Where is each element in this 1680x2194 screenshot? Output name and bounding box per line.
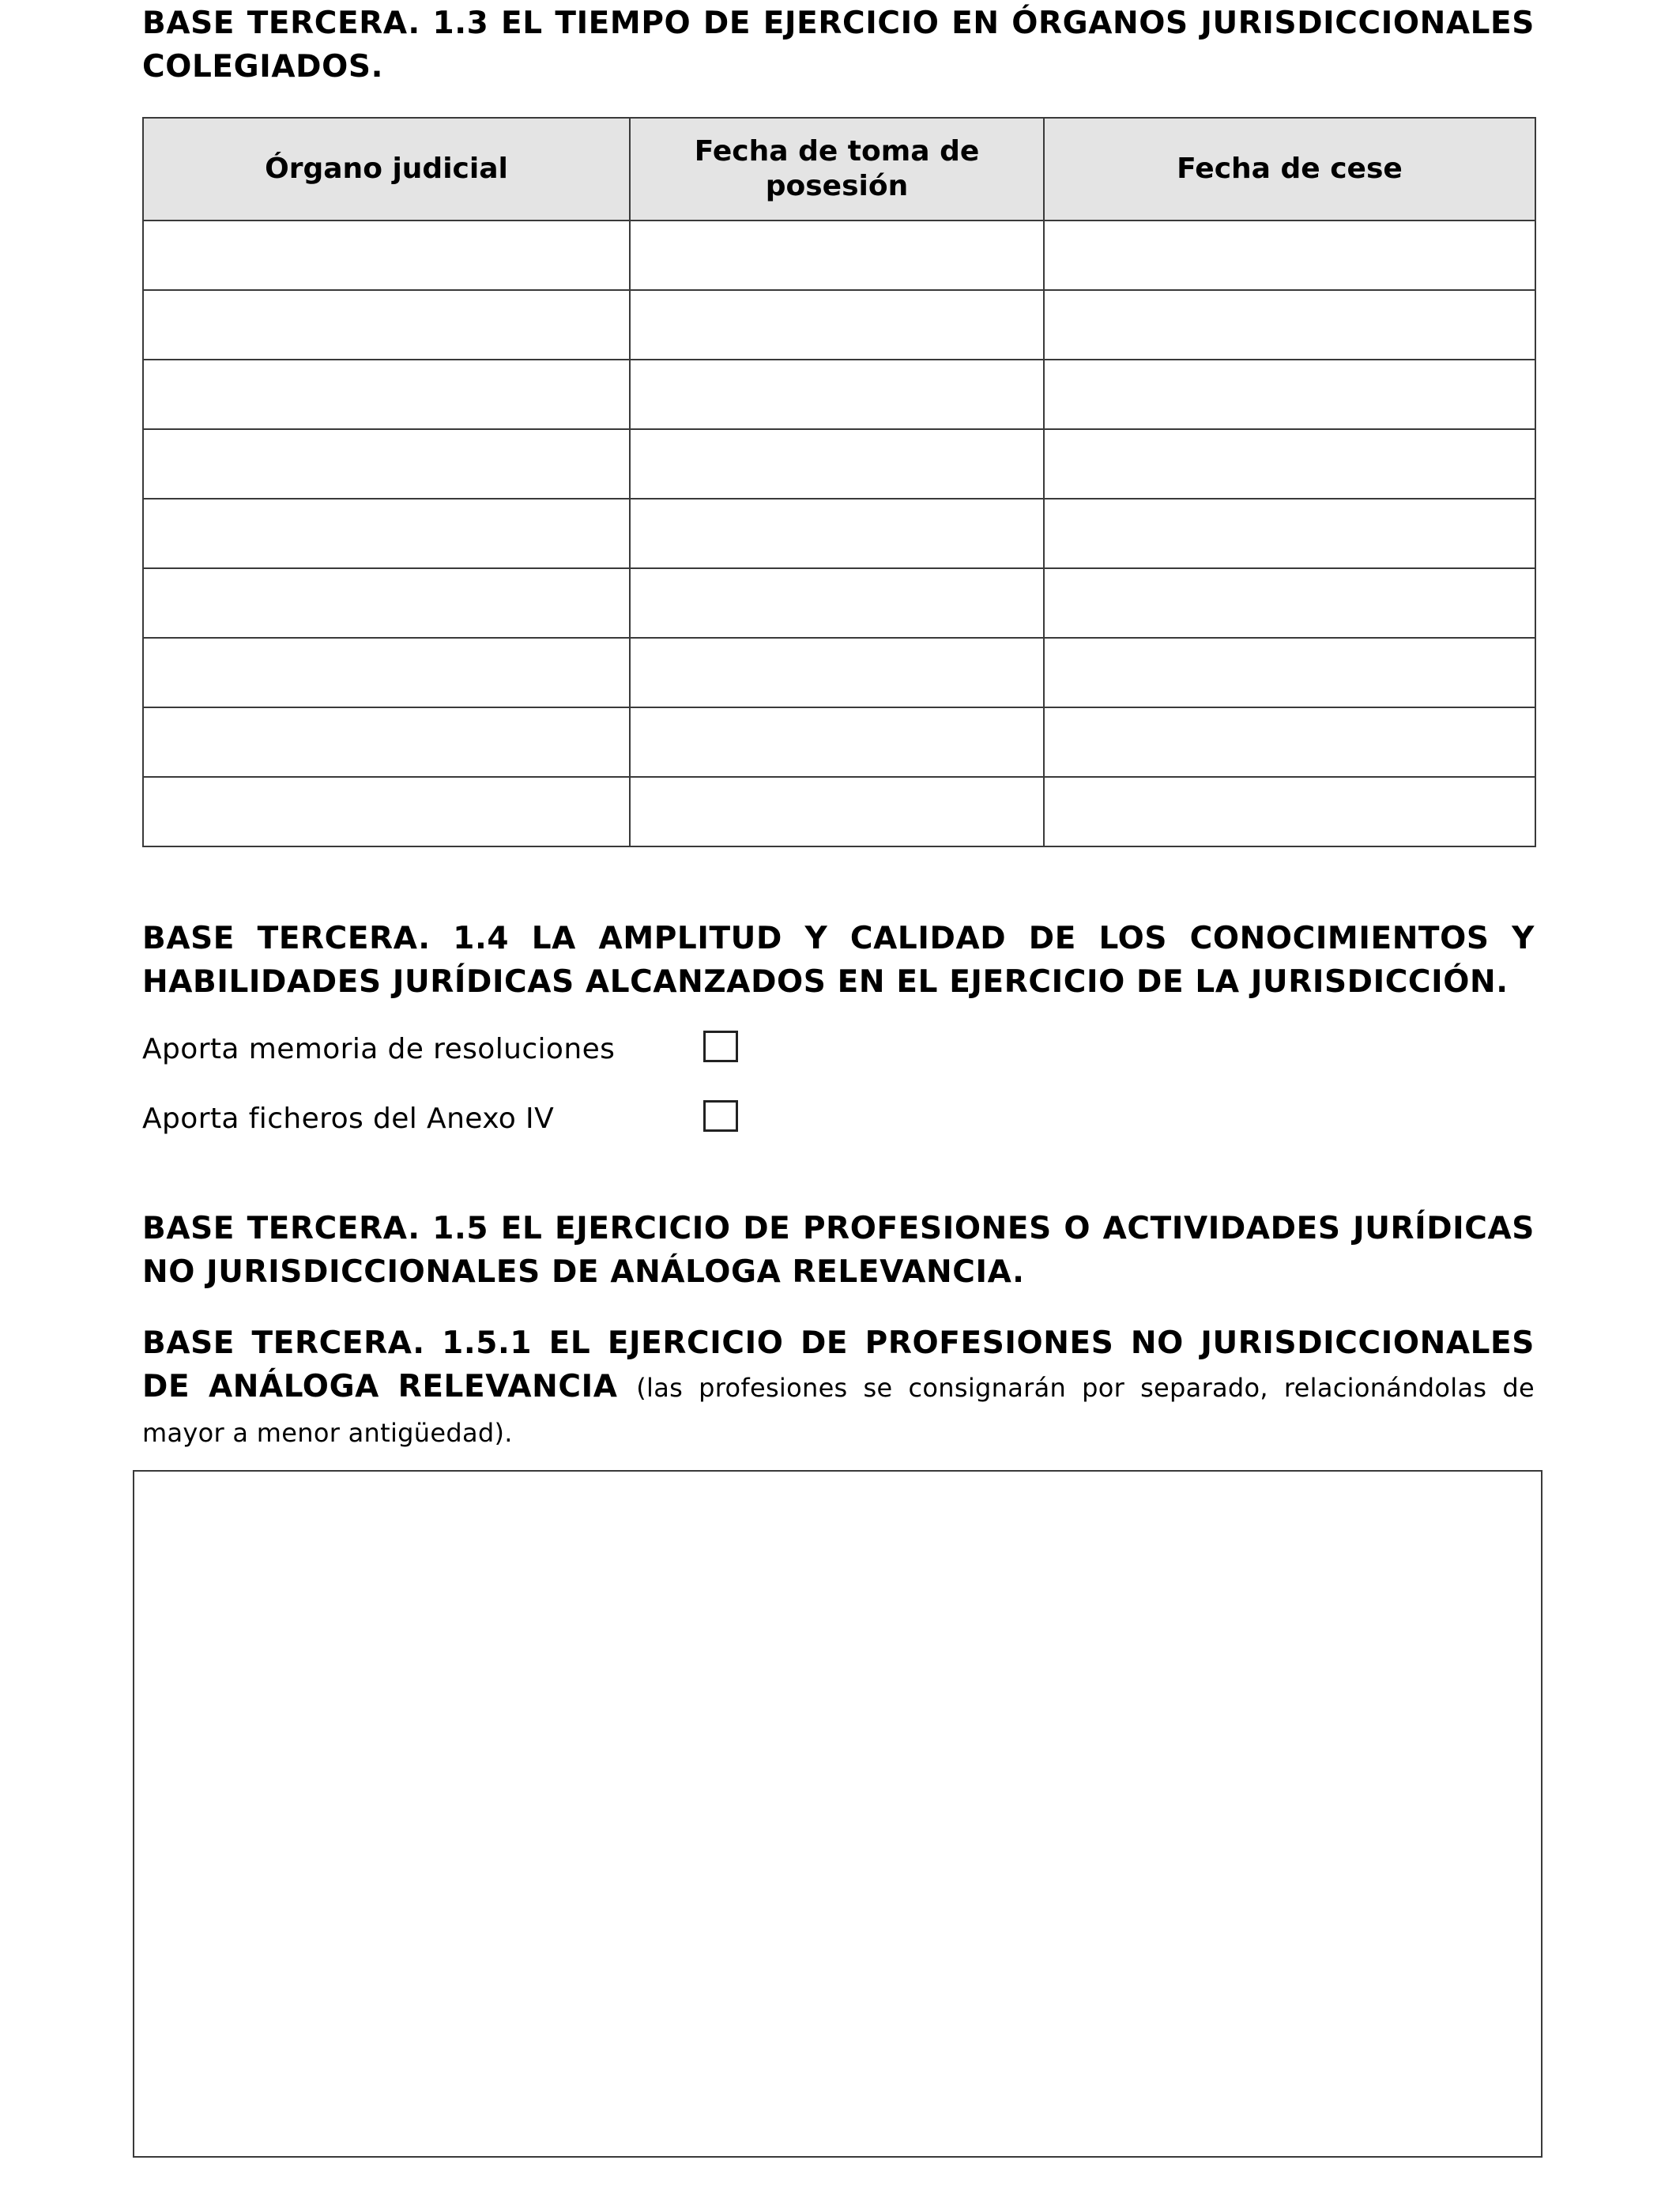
- memoria-resoluciones-checkbox[interactable]: [703, 1031, 738, 1062]
- fecha-cese-cell[interactable]: [1044, 290, 1535, 360]
- fecha-posesion-cell[interactable]: [630, 568, 1044, 638]
- organo-cell[interactable]: [143, 568, 630, 638]
- ficheros-anexo-checkbox[interactable]: [703, 1100, 738, 1132]
- ficheros-anexo-option: [142, 1099, 774, 1139]
- section-1-4-heading: BASE TERCERA. 1.4 LA AMPLITUD Y CALIDAD DE LOS CONOCIMIENTOS Y HABILIDADES JURÍDICAS ALCANZADOS EN EL EJERCICIO DE LA JURISDICCIÓN.: [142, 921, 1535, 1000]
- header-fecha-toma-posesion: Fecha de toma de posesión: [630, 118, 1044, 221]
- section-1-5-1-note: (las profesiones se consignarán por separado, relacionándolas de mayor a menor antigüedad).: [142, 1373, 1535, 1448]
- section-1-3-heading: BASE TERCERA. 1.3 EL TIEMPO DE EJERCICIO EN ÓRGANOS JURISDICCIONALES COLEGIADOS.: [142, 6, 1535, 85]
- colegiados-table: [142, 117, 1536, 847]
- fecha-cese-cell[interactable]: [1044, 777, 1535, 846]
- fecha-cese-cell[interactable]: [1044, 429, 1535, 499]
- organo-cell[interactable]: [143, 290, 630, 360]
- memoria-resoluciones-option: [142, 1030, 774, 1069]
- organo-cell[interactable]: [143, 777, 630, 846]
- fecha-cese-cell[interactable]: [1044, 638, 1535, 707]
- fecha-posesion-cell[interactable]: [630, 221, 1044, 290]
- fecha-cese-cell[interactable]: [1044, 360, 1535, 429]
- ficheros-anexo-label: Aporta ficheros del Anexo IV: [142, 1103, 555, 1135]
- table-row: [143, 777, 1535, 846]
- fecha-posesion-cell[interactable]: [630, 707, 1044, 777]
- section-1-5-heading: BASE TERCERA. 1.5 EL EJERCICIO DE PROFESIONES O ACTIVIDADES JURÍDICAS NO JURISDICCIONALES DE ANÁLOGA RELEVANCIA.: [142, 1211, 1535, 1290]
- fecha-posesion-cell[interactable]: [630, 290, 1044, 360]
- organo-cell[interactable]: [143, 638, 630, 707]
- fecha-posesion-cell[interactable]: [630, 429, 1044, 499]
- table-row: [143, 290, 1535, 360]
- table-header-row: [143, 118, 1535, 221]
- fecha-posesion-cell[interactable]: [630, 360, 1044, 429]
- organo-cell[interactable]: [143, 221, 630, 290]
- table-row: [143, 568, 1535, 638]
- header-fecha-cese: Fecha de cese: [1044, 118, 1535, 221]
- header-organo-judicial: Órgano judicial: [143, 118, 630, 221]
- fecha-cese-cell[interactable]: [1044, 707, 1535, 777]
- fecha-posesion-cell[interactable]: [630, 638, 1044, 707]
- table-row: [143, 429, 1535, 499]
- fecha-cese-cell[interactable]: [1044, 499, 1535, 568]
- table-row: [143, 221, 1535, 290]
- table-row: [143, 638, 1535, 707]
- profesiones-answer-box[interactable]: [133, 1470, 1543, 2158]
- table-row: [143, 499, 1535, 568]
- fecha-posesion-cell[interactable]: [630, 777, 1044, 846]
- table-row: [143, 360, 1535, 429]
- organo-cell[interactable]: [143, 707, 630, 777]
- organo-cell[interactable]: [143, 499, 630, 568]
- section-1-5-1-heading: [142, 1321, 1535, 1455]
- section-1-5-1-title: BASE TERCERA. 1.5.1 EL EJERCICIO DE PROFESIONES NO JURISDICCIONALES DE ANÁLOGA RELEVANCIA: [142, 1325, 1535, 1404]
- organo-cell[interactable]: [143, 429, 630, 499]
- fecha-posesion-cell[interactable]: [630, 499, 1044, 568]
- fecha-cese-cell[interactable]: [1044, 221, 1535, 290]
- organo-cell[interactable]: [143, 360, 630, 429]
- table-row: [143, 707, 1535, 777]
- fecha-cese-cell[interactable]: [1044, 568, 1535, 638]
- memoria-resoluciones-label: Aporta memoria de resoluciones: [142, 1033, 616, 1065]
